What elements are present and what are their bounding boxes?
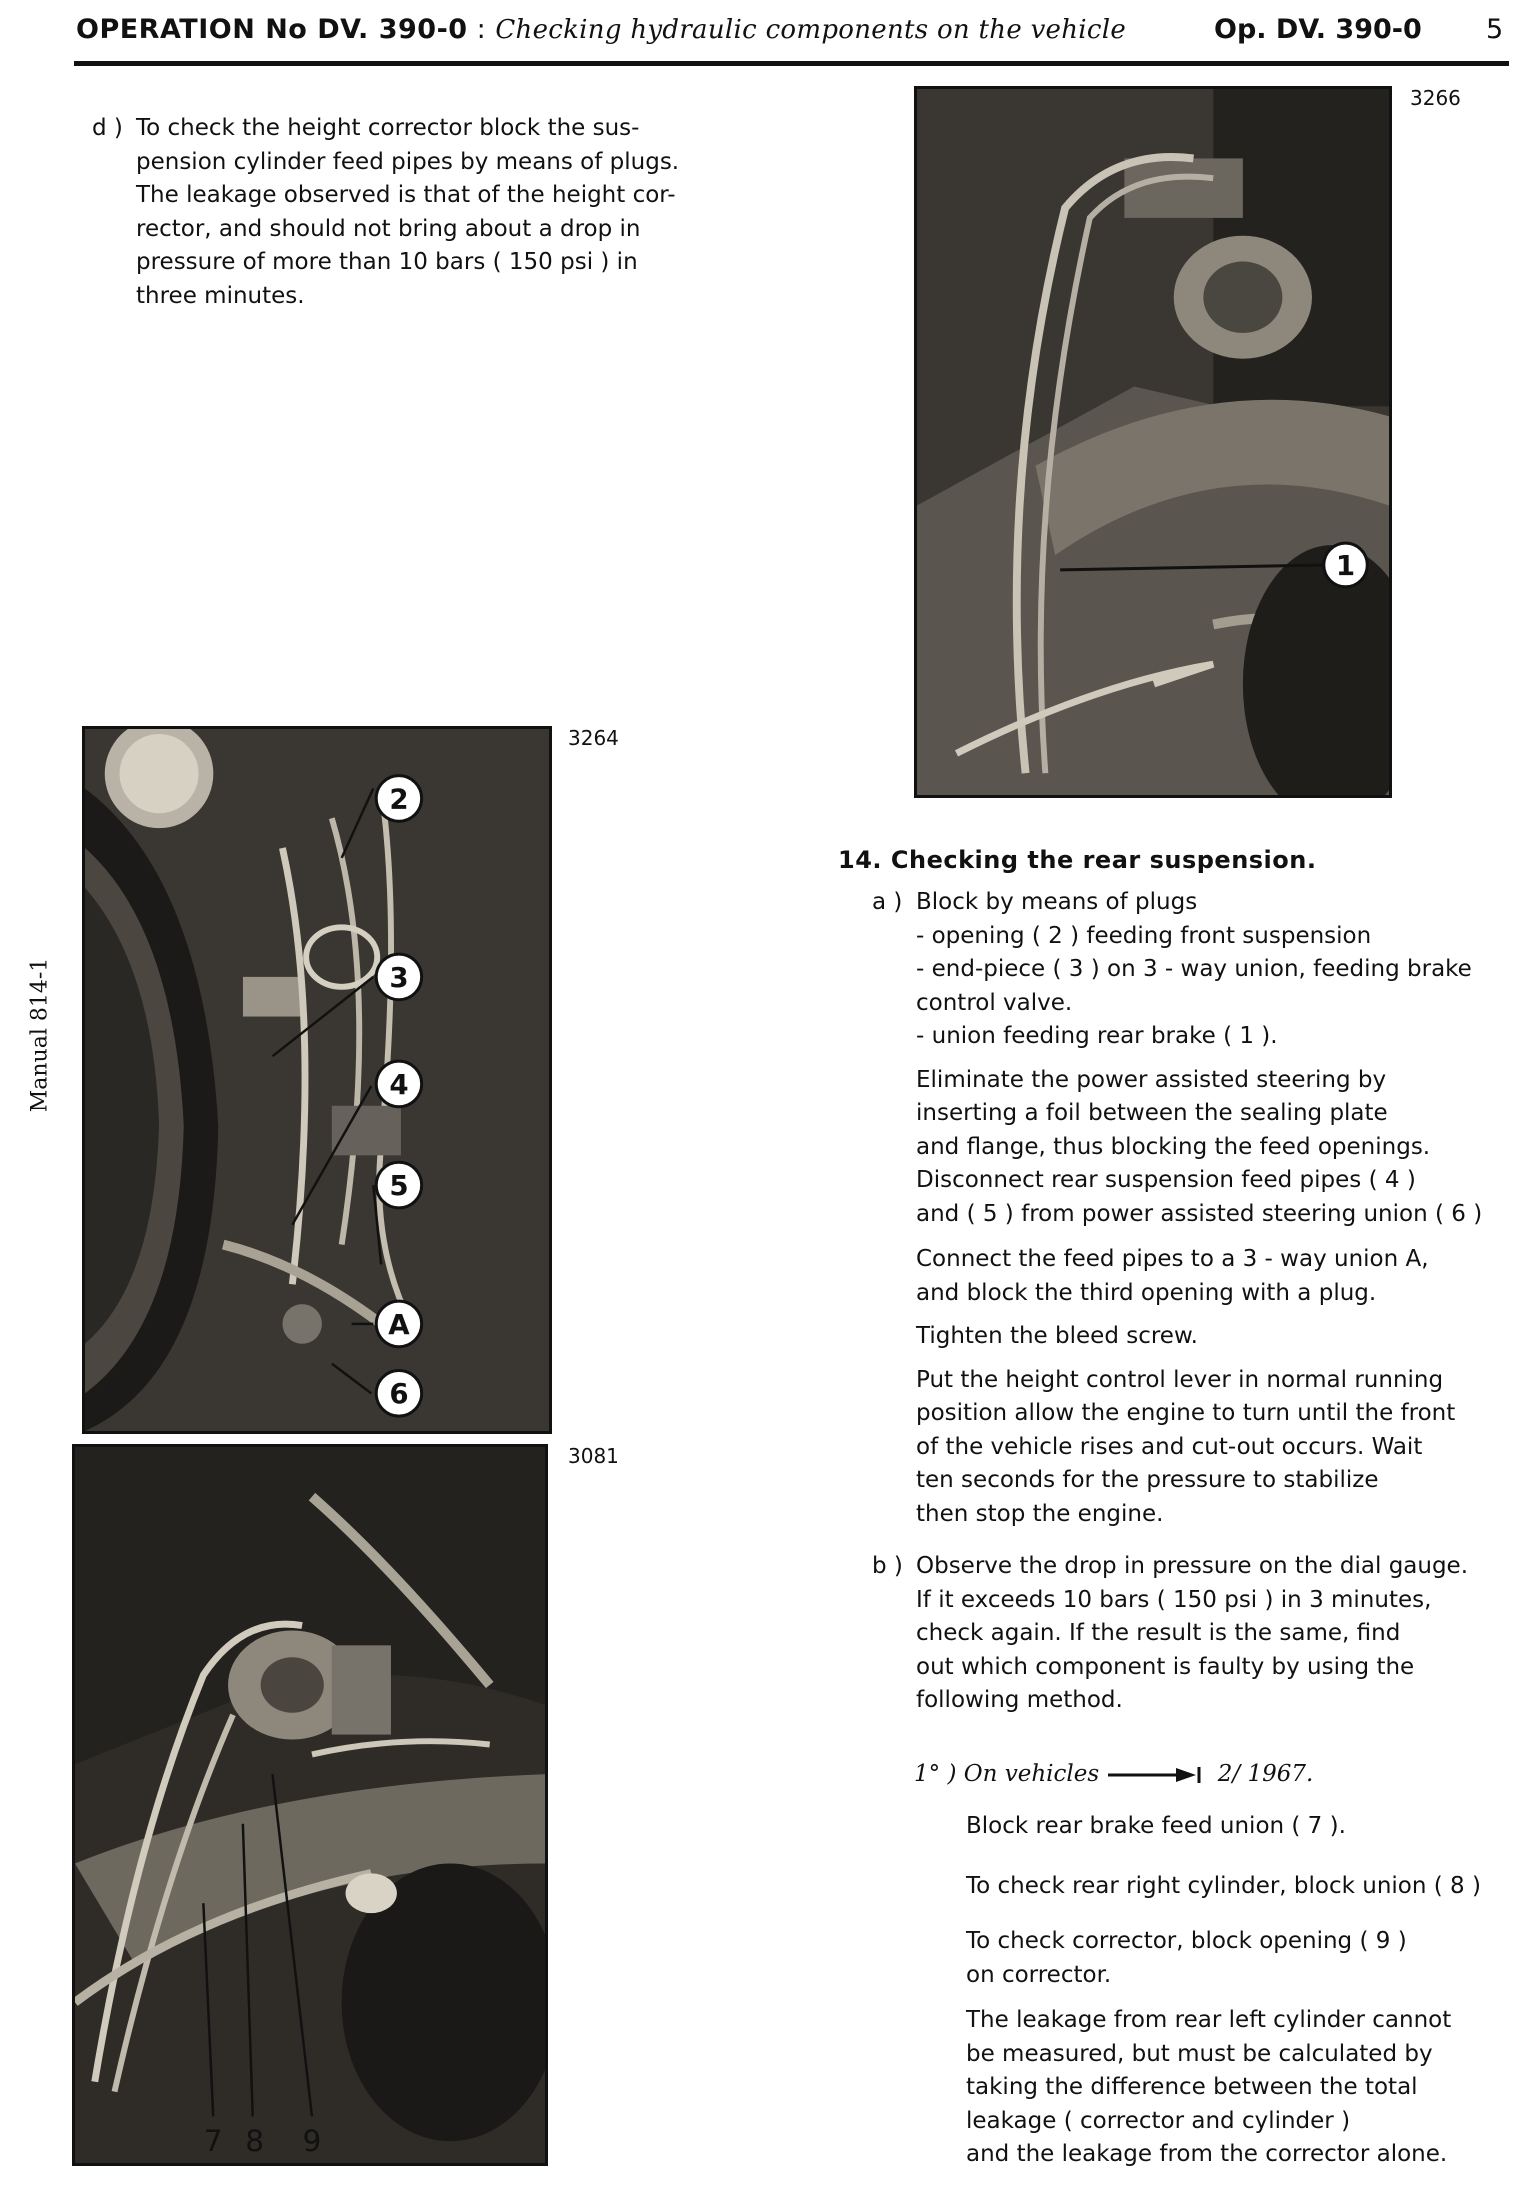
text-line: rector, and should not bring about a drop in [136, 215, 641, 242]
callout-8: 8 [245, 2123, 265, 2159]
text-line: check again. If the result is the same, find [916, 1620, 1401, 1646]
text-line: ten seconds for the pressure to stabilize [916, 1467, 1379, 1493]
text-line: To check the height corrector block the sus- [136, 115, 640, 141]
text-line: Tighten the bleed screw. [916, 1323, 1198, 1349]
figure-number-3266: 3266 [1410, 86, 1461, 110]
text-line: leakage ( corrector and cylinder ) [966, 2107, 1351, 2134]
text-line: The leakage observed is that of the height cor- [136, 182, 676, 208]
photo-3081 [72, 1444, 548, 2166]
sub-item-date: 2/ 1967. [1217, 1761, 1314, 1787]
text-line: then stop the engine. [916, 1500, 1164, 1527]
header-rule [74, 61, 1509, 66]
callout-2: 2 [389, 782, 409, 816]
page-number: 5 [1486, 14, 1504, 45]
sub-item-1 [914, 1758, 1313, 1792]
text-line: be measured, but must be calculated by [966, 2040, 1433, 2067]
callout-a: A [388, 1307, 410, 1341]
text-line: out which component is faulty by using the [916, 1653, 1415, 1680]
callout-9: 9 [302, 2123, 322, 2159]
sub-item-text: On vehicles [963, 1761, 1100, 1787]
item-a [872, 886, 1512, 1531]
side-label: Manual 814-1 [27, 957, 53, 1113]
text-line: on corrector. [966, 1961, 1112, 1988]
text-line: pressure of more than 10 bars ( 150 psi ) in [136, 249, 638, 275]
text-line: If it exceeds 10 bars ( 150 psi ) in 3 minutes, [916, 1586, 1432, 1613]
text-line: Block rear brake feed union ( 7 ). [966, 1813, 1346, 1839]
text-line: To check corrector, block opening ( 9 ) [966, 1928, 1407, 1954]
arrow-to-bar-icon [1106, 1766, 1210, 1784]
item-label-b: b ) [872, 1553, 903, 1579]
text-line: Eliminate the power assisted steering by [916, 1066, 1387, 1093]
list-item: - opening ( 2 ) feeding front suspension [916, 922, 1372, 949]
text-line: Put the height control lever in normal running [916, 1366, 1444, 1393]
text-line: and ( 5 ) from power assisted steering union ( 6 ) [916, 1200, 1483, 1227]
op-code: Op. DV. 390-0 [1214, 14, 1422, 45]
text-line: Disconnect rear suspension feed pipes ( 4 ) [916, 1167, 1416, 1193]
text-line: taking the difference between the total [966, 2074, 1418, 2100]
callout-7: 7 [203, 2123, 223, 2159]
text-line: pension cylinder feed pipes by means of plugs. [136, 148, 680, 175]
item-label-d: d ) [92, 115, 123, 141]
text-line: position allow the engine to turn until the front [916, 1400, 1456, 1426]
text-line: and block the third opening with a plug. [916, 1279, 1377, 1306]
figure-number-3264: 3264 [568, 726, 619, 750]
text-line: The leakage from rear left cylinder cannot [966, 2007, 1452, 2033]
photo-3264 [82, 726, 552, 1434]
list-item: control valve. [916, 989, 1073, 1016]
text-line: three minutes. [136, 282, 305, 309]
operation-number: OPERATION No DV. 390-0 [76, 14, 468, 45]
callout-4: 4 [389, 1067, 409, 1101]
text-line: inserting a foil between the sealing plate [916, 1100, 1388, 1126]
header-title [76, 14, 1126, 45]
text-line: and the leakage from the corrector alone. [966, 2141, 1448, 2167]
sub-item-body [966, 1810, 1481, 2172]
header-subtitle: Checking hydraulic components on the vehicle [495, 15, 1127, 45]
header-separator: : [467, 14, 496, 45]
list-item: - union feeding rear brake ( 1 ). [916, 1023, 1278, 1049]
callout-1: 1 [1335, 548, 1356, 582]
callout-5: 5 [389, 1168, 409, 1203]
figure-number-3081: 3081 [568, 1444, 619, 1468]
text-line: To check rear right cylinder, block union ( 8 ) [966, 1872, 1481, 1899]
text-line: Block by means of plugs [916, 889, 1198, 915]
paragraph-d [92, 112, 732, 313]
text-line: Connect the feed pipes to a 3 - way union A, [916, 1246, 1429, 1272]
callout-3: 3 [389, 960, 409, 994]
text-line: of the vehicle rises and cut-out occurs. Wait [916, 1433, 1423, 1460]
item-label-a: a ) [872, 889, 903, 915]
section-title: 14. Checking the rear suspension. [838, 846, 1317, 874]
item-b [872, 1550, 1512, 1718]
text-line: Observe the drop in pressure on the dial gauge. [916, 1553, 1469, 1579]
callout-6: 6 [389, 1377, 409, 1411]
list-item: - end-piece ( 3 ) on 3 - way union, feeding brake [916, 956, 1472, 982]
text-line: following method. [916, 1687, 1123, 1713]
photo-3266 [914, 86, 1392, 798]
sub-item-label: 1° ) [914, 1761, 957, 1787]
text-line: and flange, thus blocking the feed openings. [916, 1133, 1431, 1160]
